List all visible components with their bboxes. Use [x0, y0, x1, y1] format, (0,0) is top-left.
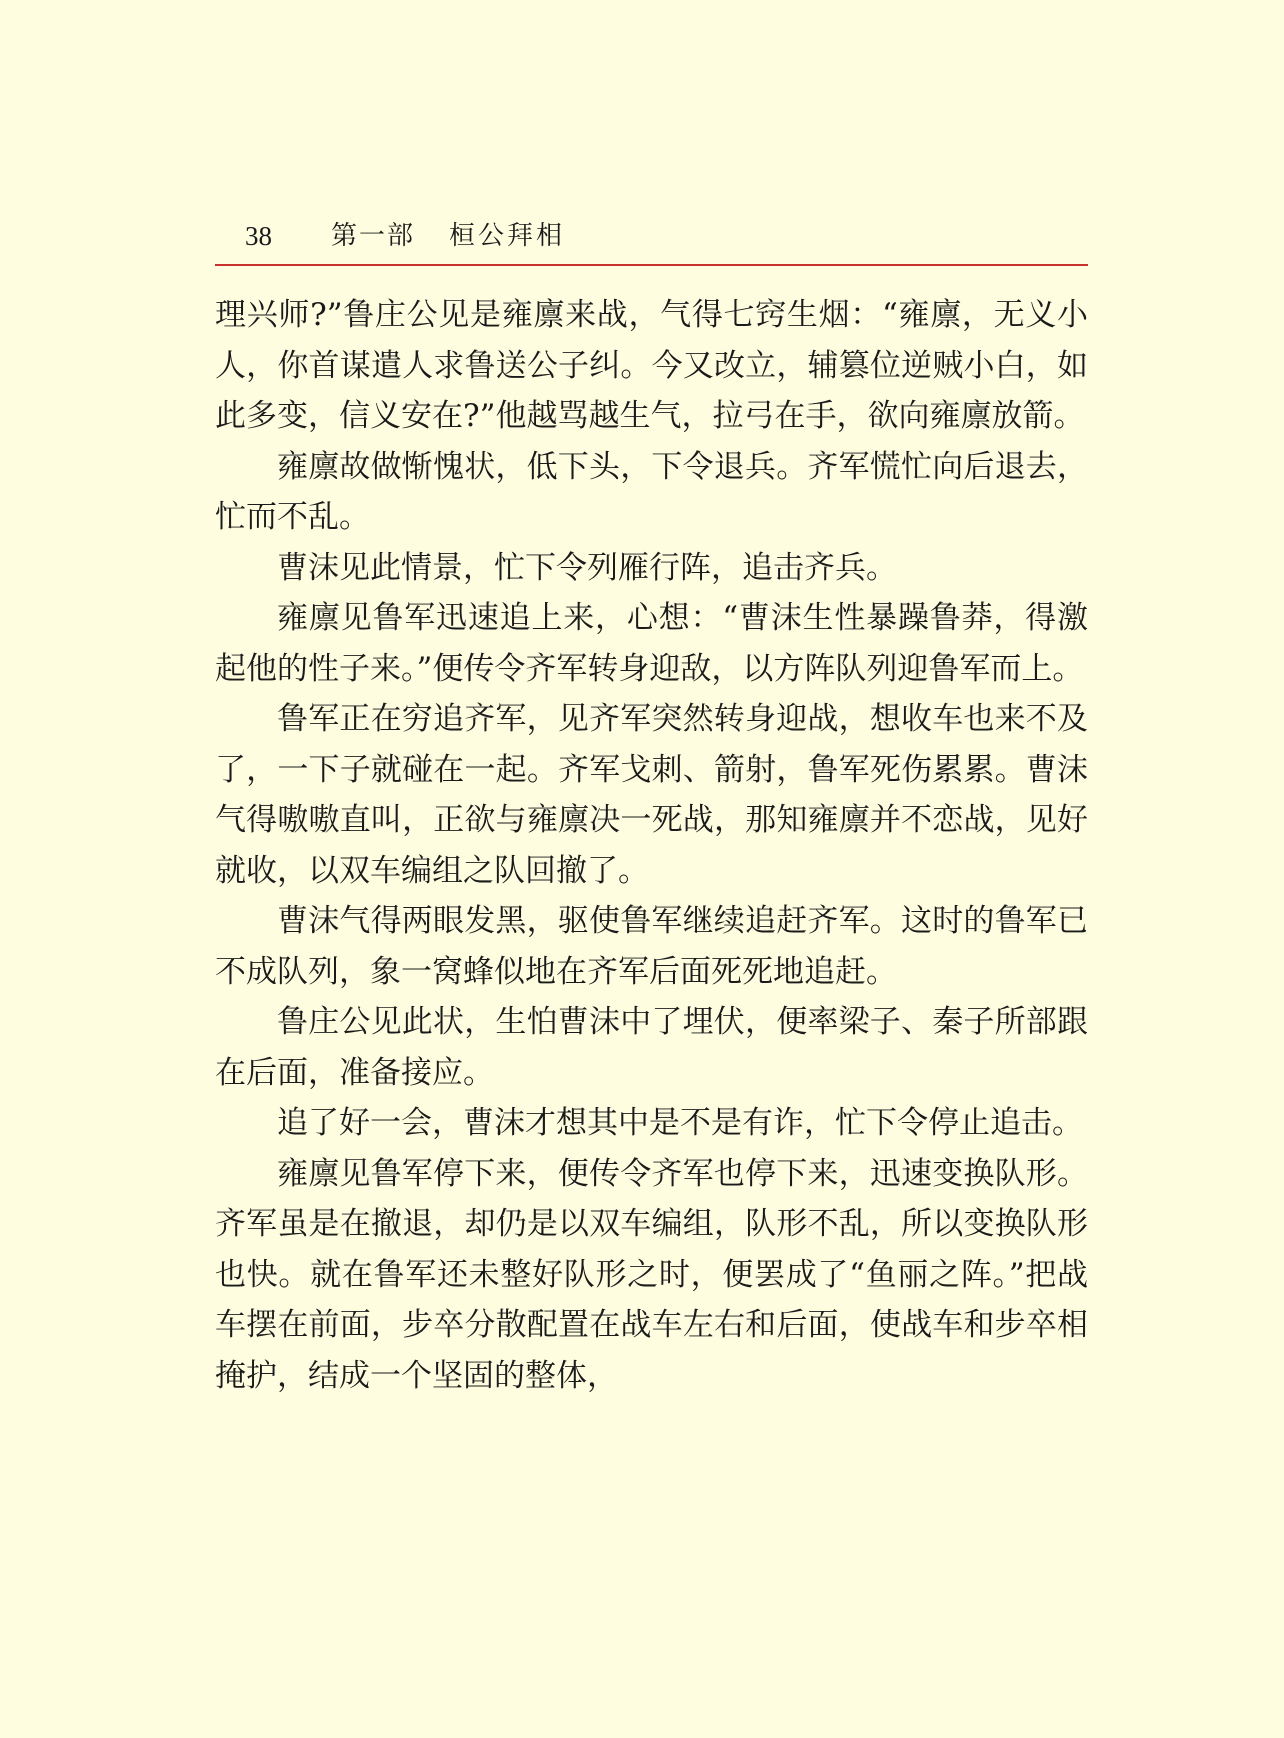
- paragraph: 曹沫见此情景，忙下令列雁行阵，追击齐兵。: [277, 549, 897, 586]
- paragraph: 鲁庄公见此状，生怕曹沫中了埋伏，便率梁子、秦子所部跟在后面，准备接应。: [215, 1004, 1088, 1091]
- paragraph: 鲁军正在穷追齐军，见齐军突然转身迎战，想收车也来不及了，一下子就碰在一起。齐军戈刺、箭射，鲁军死伤累累。曹沫气得嗷嗷直叫，正欲与雍廪决一死战，那知雍廪并不恋战，见好就收，以双车编组之队回撤了。: [215, 701, 1088, 889]
- part-label: 第一部: [331, 221, 416, 251]
- running-header: [215, 218, 1088, 266]
- paragraph: 理兴师?”鲁庄公见是雍廪来战，气得七窍生烟：“雍廪，无义小人，你首谋遣人求鲁送公子纠。今又改立，辅篡位逆贼小白，如此多变，信义安在?”他越骂越生气，拉弓在手，欲向雍廪放箭。: [215, 297, 1088, 434]
- header-divider: [215, 264, 1088, 266]
- body-text: [215, 290, 1088, 1401]
- paragraph: 雍廪见鲁军迅速追上来，心想：“曹沫生性暴躁鲁莽，得激起他的性子来。”便传令齐军转身迎敌，以方阵队列迎鲁军而上。: [215, 600, 1088, 687]
- page-number: 38: [245, 221, 272, 251]
- paragraph: 追了好一会，曹沫才想其中是不是有诈，忙下令停止追击。: [277, 1105, 1083, 1141]
- paragraph: 曹沫气得两眼发黑，驱使鲁军继续追赶齐军。这时的鲁军已不成队列，象一窝蜂似地在齐军后面死死地追赶。: [215, 903, 1088, 990]
- paragraph: 雍廪见鲁军停下来，便传令齐军也停下来，迅速变换队形。齐军虽是在撤退，却仍是以双车编组，队形不乱，所以变换队形也快。就在鲁军还未整好队形之时，便罢成了“鱼丽之阵。”把战车摆在前面，步卒分散配置在战车左右和后面，使战车和步卒相掩护，结成一个坚固的整体，: [215, 1155, 1088, 1394]
- paragraph: 雍廪故做惭愧状，低下头，下令退兵。齐军慌忙向后退去，忙而不乱。: [215, 448, 1088, 535]
- chapter-title: 桓公拜相: [449, 221, 566, 251]
